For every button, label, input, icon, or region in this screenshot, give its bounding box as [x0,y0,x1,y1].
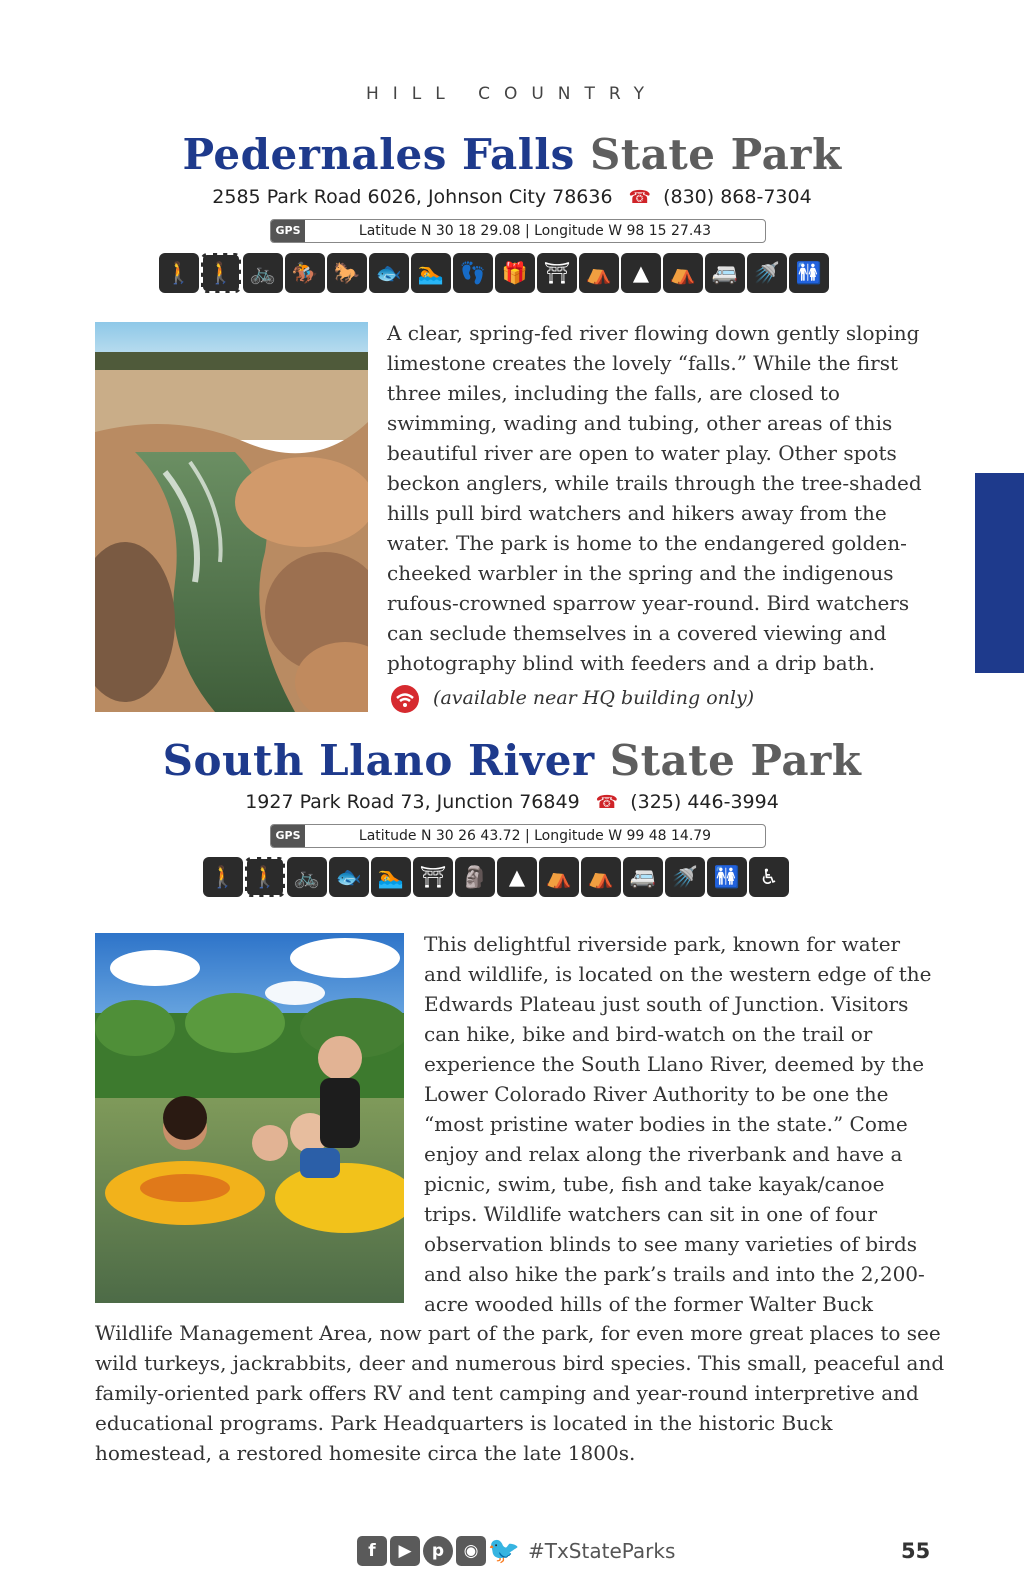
hiking-icon: 🚶 [203,857,243,897]
park-address-line [0,791,1024,813]
river-tubing-photo [95,933,404,1303]
phone-icon: ☎ [628,187,652,208]
interpretive-exhibit-icon: 🗿 [455,857,495,897]
amenity-icons [159,253,829,293]
primitive-camping-icon: ▲ [621,253,661,293]
rv-camping-icon: 🚐 [623,857,663,897]
swimming-icon: 🏊 [371,857,411,897]
hashtag[interactable]: #TxStateParks [528,1539,676,1563]
primitive-camping-icon: ▲ [497,857,537,897]
park-phone[interactable]: (325) 446-3994 [630,791,779,813]
fishing-icon: 🐟 [329,857,369,897]
picnicking-icon: ⛩ [413,857,453,897]
pinterest-icon[interactable]: p [423,1536,453,1566]
hiking-icon: 🚶 [159,253,199,293]
wifi-note: (available near HQ building only) [433,687,755,709]
rv-camping-icon: 🚐 [705,253,745,293]
social-bar [357,1536,675,1566]
park-name: Pedernales Falls [182,130,575,179]
gps-badge: GPS [271,825,305,847]
park-name: South Llano River [162,736,595,785]
park-photo [95,322,368,712]
park-address: 1927 Park Road 73, Junction 76849 [245,791,580,813]
camping-water-icon: ⛺ [579,253,619,293]
showers-icon: 🚿 [747,253,787,293]
section-tab [975,473,1024,673]
wifi-icon [391,685,419,713]
waterfall-photo [95,322,368,712]
horseback-riding-icon: 🏇 [285,253,325,293]
park-title [0,130,1024,179]
park-title [0,736,1024,785]
facebook-icon[interactable]: f [357,1536,387,1566]
gps-text: Latitude N 30 26 43.72 | Longitude W 99 48 14.79 [358,828,712,844]
tent-camping-icon: ⛺ [663,253,703,293]
tent-camping-icon: ⛺ [539,857,579,897]
youtube-icon[interactable]: ▶ [390,1536,420,1566]
geocaching-icon: 👣 [453,253,493,293]
gps-coordinates [270,824,766,848]
park-phone[interactable]: (830) 868-7304 [663,186,812,208]
park-description-continued: Wildlife Management Area, now part of the park, for even more great places to see wild turkeys, jackrabbits, deer and numerous bird species. This small, peaceful and family-oriented park offers RV and tent camping and year-round interpretive and educational programs. Park Headquarters is located in the historic Buck homestead, a restored homesite circa the late 1800s. [95,1321,945,1465]
nature-trail-icon: 🚶 [245,857,285,897]
park-description: This delightful riverside park, known for water and wildlife, is located on the western edge of the Edwards Plateau just south of Junction. Visitors can hike, bike and bird-watch on the trail or experience the South Llano River, deemed by the Lower Colorado River Authority to be one the “most pristine water bodies in the state.” Come enjoy and relax along the riverbank and have a picnic, swim, tube, fish and take kayak/canoe trips. Wildlife watchers can sit in one of four observation blinds to see many varieties of birds and also hike the park’s trails and into the 2,200-acre wooded hills of the former Walter Buck [424,932,932,1316]
park-photo [95,933,404,1303]
showers-icon: 🚿 [665,857,705,897]
section-header: HILL COUNTRY [365,84,659,104]
phone-icon: ☎ [595,792,619,813]
fishing-icon: 🐟 [369,253,409,293]
restrooms-icon: 🚻 [789,253,829,293]
amenity-icons [203,857,789,897]
page-number: 55 [901,1539,931,1563]
mountain-biking-icon: 🚲 [243,253,283,293]
picnicking-icon: ⛩ [537,253,577,293]
park-address: 2585 Park Road 6026, Johnson City 78636 [212,186,613,208]
park-type: State Park [589,130,842,179]
park-address-line [0,186,1024,208]
gps-coordinates [270,219,766,243]
swimming-icon: 🏊 [411,253,451,293]
park-type: State Park [609,736,862,785]
park-description: A clear, spring-fed river flowing down gently sloping limestone creates the lovely “falls.” While the first three miles, including the falls, are closed to swimming, wading and tubing, other areas of this beautiful river are open to water play. Other spots beckon anglers, while trails through the tree-shaded hills pull bird watchers and hikers away from the water. The park is home to the endangered golden-cheeked warbler in the spring and the indigenous rufous-crowned sparrow year-round. Bird watchers can seclude themselves in a covered viewing and photography blind with feeders and a drip bath. [387,321,922,675]
equestrian-camping-icon: 🐎 [327,253,367,293]
wifi-note-row [391,685,754,713]
park-store-icon: 🎁 [495,253,535,293]
nature-trail-icon: 🚶 [201,253,241,293]
twitter-icon[interactable]: 🐦 [487,1536,521,1566]
restrooms-icon: 🚻 [707,857,747,897]
accessible-icon: ♿ [749,857,789,897]
mountain-biking-icon: 🚲 [287,857,327,897]
gps-badge: GPS [271,220,305,242]
camping-water-icon: ⛺ [581,857,621,897]
gps-text: Latitude N 30 18 29.08 | Longitude W 98 15 27.43 [358,223,712,239]
instagram-icon[interactable]: ◉ [456,1536,486,1566]
